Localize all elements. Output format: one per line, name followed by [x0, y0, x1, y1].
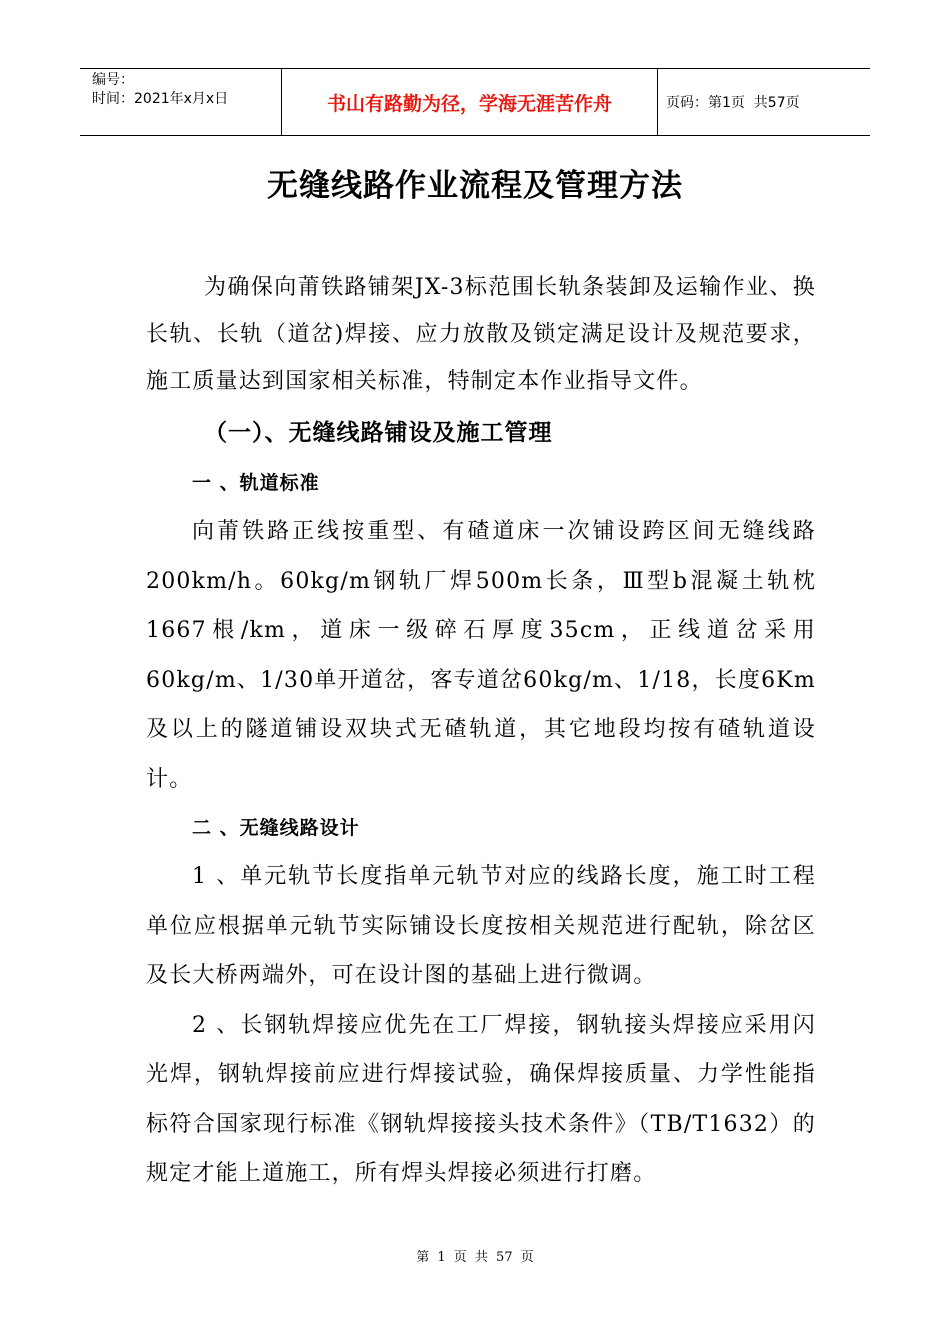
- intro-paragraph: 为确保向莆铁路铺架JX-3标范围长轨条装卸及运输作业、换长轨、长轨（道岔)焊接、应力放散及锁定满足设计及规范要求，施工质量达到国家相关标准，特制定本作业指导文件。: [146, 275, 816, 394]
- subsection-title-design: 二 、无缝线路设计: [192, 817, 360, 839]
- track-standard-paragraph: 向莆铁路正线按重型、有碴道床一次铺设跨区间无缝线路200km/h。60kg/m钢轨厂焊500m长条，Ⅲ型b混凝土轨枕1667根/km，道床一级碎石厚度35cm，正线道岔采用60kg/m、1/30单开道岔，客专道岔60kg/m、1/18，长度6Km及以上的隧道铺设双块式无碴轨道，其它地段均按有碴轨道设计。: [146, 519, 816, 792]
- header-page-info: [658, 69, 870, 135]
- design-item-2: 2 、长钢轨焊接应优先在工厂焊接，钢轨接头焊接应采用闪光焊，钢轨焊接前应进行焊接试验，确保焊接质量、力学性能指标符合国家现行标准《钢轨焊接接头技术条件》（TB/T1632）的规定才能上道施工，所有焊头焊接必须进行打磨。: [146, 1012, 816, 1186]
- page-footer: 第 1 页 共 57 页: [416, 1250, 534, 1265]
- section-title: （一）、无缝线路铺设及施工管理: [204, 420, 553, 446]
- design-item-1: 1 、单元轨节长度指单元轨节对应的线路长度，施工时工程单位应根据单元轨节实际铺设长度按相关规范进行配轨，除岔区及长大桥两端外，可在设计图的基础上进行微调。: [146, 864, 816, 988]
- number-label: 编号：: [92, 72, 134, 88]
- document-body: [146, 264, 816, 1199]
- subsection-title-track-standard: 一 、轨道标准: [192, 472, 320, 494]
- time-label: 时间：2021年x月x日: [92, 91, 229, 107]
- document-title: 无缝线路作业流程及管理方法: [267, 168, 683, 204]
- header-motto: [282, 69, 658, 135]
- header-meta: [80, 69, 282, 135]
- page-info-text: 页码：第1页 共57页: [666, 95, 800, 111]
- header-table: [80, 68, 870, 136]
- motto-text: 书山有路勤为径，学海无涯苦作舟: [326, 92, 612, 115]
